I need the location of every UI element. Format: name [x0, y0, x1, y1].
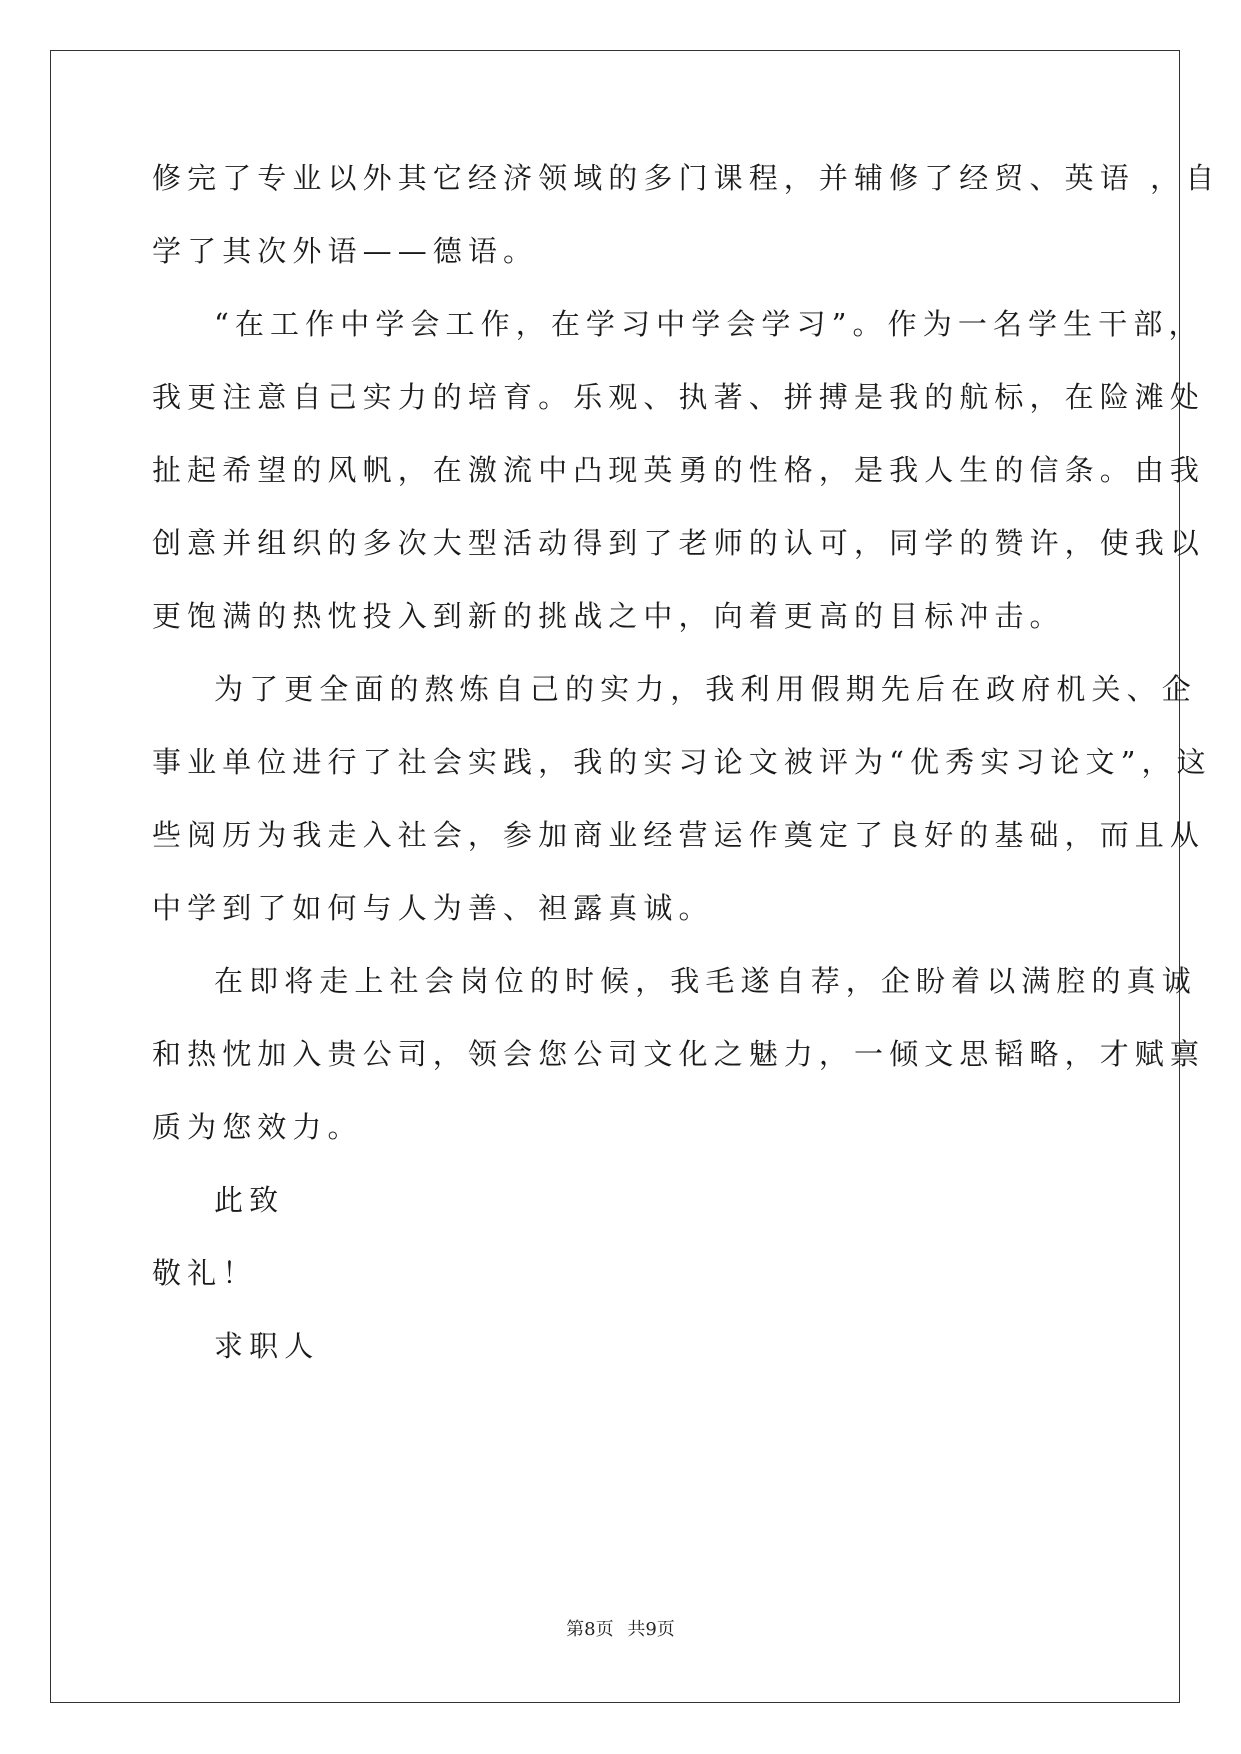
text-line: 事业单位进行了社会实践，我的实习论文被评为“优秀实习论文”，这 — [152, 745, 1212, 779]
text-line: 修完了专业以外其它经济领域的多门课程，并辅修了经贸、英语 ，自 — [152, 161, 1221, 195]
page-footer — [0, 1615, 1241, 1641]
page-total: 共9页 — [627, 1619, 675, 1640]
text-line: 学了其次外语——德语。 — [152, 234, 539, 268]
text-line: 中学到了如何与人为善、袒露真诚。 — [152, 891, 714, 925]
closing-regards: 敬礼！ — [152, 1256, 258, 1290]
text-line: 更饱满的热忱投入到新的挑战之中，向着更高的目标冲击。 — [152, 599, 1065, 633]
paragraph-start: “在工作中学会工作，在学习中学会学习”。作为一名学生干部， — [214, 307, 1204, 341]
paragraph-start: 在即将走上社会岗位的时候，我毛遂自荐，企盼着以满腔的真诚 — [214, 964, 1197, 998]
page-number: 第8页 — [566, 1619, 614, 1640]
text-line: 扯起希望的风帆，在激流中凸现英勇的性格，是我人生的信条。由我 — [152, 453, 1206, 487]
text-line: 和热忱加入贵公司，领会您公司文化之魅力，一倾文思韬略，才赋禀 — [152, 1037, 1206, 1071]
page-border — [50, 50, 1180, 1703]
text-line: 些阅历为我走入社会，参加商业经营运作奠定了良好的基础，而且从 — [152, 818, 1206, 852]
closing-salutation: 此致 — [214, 1183, 285, 1217]
signature-label: 求职人 — [214, 1329, 320, 1363]
paragraph-start: 为了更全面的熬炼自己的实力，我利用假期先后在政府机关、企 — [214, 672, 1197, 706]
text-line: 质为您效力。 — [152, 1110, 363, 1144]
text-line: 创意并组织的多次大型活动得到了老师的认可，同学的赞许，使我以 — [152, 526, 1206, 560]
text-line: 我更注意自己实力的培育。乐观、执著、拼搏是我的航标，在险滩处 — [152, 380, 1206, 414]
